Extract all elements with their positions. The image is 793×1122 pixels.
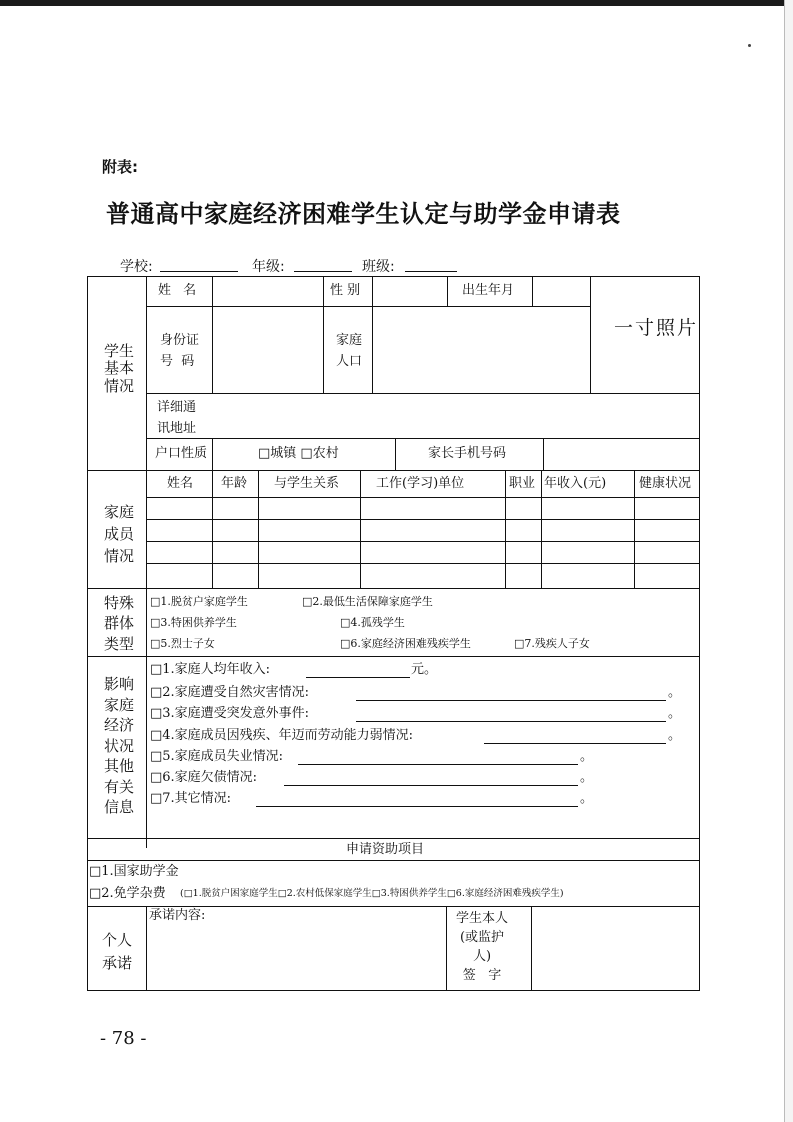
apply-section-title: 申请资助项目 xyxy=(346,842,425,857)
scan-right-edge xyxy=(784,0,793,1122)
scan-top-border xyxy=(0,0,793,6)
factor-7-field[interactable] xyxy=(256,806,578,807)
hukou-label: 户口性质 xyxy=(155,446,208,461)
family-col-health: 健康状况 xyxy=(639,476,692,491)
factor-4-period: 。 xyxy=(668,728,682,743)
factor-7[interactable]: □7.其它情况: xyxy=(150,791,232,806)
factor-6-field[interactable] xyxy=(284,785,578,786)
section-special-label: 特殊 群体 类型 xyxy=(104,594,135,653)
parent-phone-label: 家长手机号码 xyxy=(428,446,507,461)
signature-label: 学生本人 (或监护 人) 签 字 xyxy=(456,911,509,983)
factor-1-unit: 元。 xyxy=(411,662,438,677)
school-label: 学校: xyxy=(120,259,153,275)
name-label: 姓 名 xyxy=(158,283,201,298)
section-factors-label: 影响 家庭 经济 状况 其他 有关 信息 xyxy=(104,675,135,817)
apply-item-2-detail[interactable]: (□1.脱贫户困家庭学生□2.农村低保家庭学生□3.特困供养学生□6.家庭经济困难残疾学生) xyxy=(180,888,564,899)
household-label: 家庭 人口 xyxy=(336,333,363,369)
form-title: 普通高中家庭经济困难学生认定与助学金申请表 xyxy=(106,200,621,228)
grade-label: 年级: xyxy=(252,259,285,275)
attachment-label: 附表: xyxy=(102,158,138,176)
gender-label: 性 别 xyxy=(330,283,361,298)
page-number: - 78 - xyxy=(100,1028,147,1049)
section-commit-label: 个人 承诺 xyxy=(102,931,133,972)
special-option-6[interactable]: □6.家庭经济困难残疾学生 xyxy=(340,637,471,650)
section-divider xyxy=(146,276,147,848)
factor-3-field[interactable] xyxy=(356,721,666,722)
factor-2[interactable]: □2.家庭遭受自然灾害情况: xyxy=(150,685,310,700)
factor-6-period: 。 xyxy=(580,770,594,785)
special-option-5[interactable]: □5.烈士子女 xyxy=(150,637,215,650)
special-option-3[interactable]: □3.特困供养学生 xyxy=(150,616,237,629)
form-table xyxy=(87,276,700,991)
hukou-options[interactable]: □城镇 □农村 xyxy=(258,446,339,461)
class-field[interactable] xyxy=(405,271,457,272)
factor-1[interactable]: □1.家庭人均年收入: xyxy=(150,662,271,677)
grade-field[interactable] xyxy=(294,271,352,272)
id-number-label: 身份证 号 码 xyxy=(160,333,200,369)
factor-3[interactable]: □3.家庭遭受突发意外事件: xyxy=(150,706,310,721)
apply-item-1[interactable]: □1.国家助学金 xyxy=(89,864,179,879)
birth-label: 出生年月 xyxy=(462,283,515,298)
commit-content-label: 承诺内容: xyxy=(149,908,206,923)
factor-5-field[interactable] xyxy=(298,764,578,765)
factor-2-period: 。 xyxy=(668,685,682,700)
family-col-occupation: 职业 xyxy=(509,476,536,491)
special-option-2[interactable]: □2.最低生活保障家庭学生 xyxy=(302,595,433,608)
factor-5-period: 。 xyxy=(580,749,594,764)
factor-7-period: 。 xyxy=(580,791,594,806)
family-col-age: 年龄 xyxy=(221,476,248,491)
photo-label: 一寸照片 xyxy=(614,317,699,339)
special-option-1[interactable]: □1.脱贫户家庭学生 xyxy=(150,595,248,608)
factor-4[interactable]: □4.家庭成员因残疾、年迈而劳动能力弱情况: xyxy=(150,728,414,743)
signature-field[interactable] xyxy=(536,912,696,984)
family-col-income: 年收入(元) xyxy=(544,476,607,491)
family-col-name: 姓名 xyxy=(167,476,194,491)
address-label: 详细通 讯地址 xyxy=(157,400,197,436)
factor-4-field[interactable] xyxy=(484,743,666,744)
factor-3-period: 。 xyxy=(668,706,682,721)
factor-2-field[interactable] xyxy=(356,700,666,701)
special-option-7[interactable]: □7.残疾人子女 xyxy=(514,637,590,650)
family-col-workplace: 工作(学习)单位 xyxy=(376,476,465,491)
scan-speck xyxy=(748,44,751,47)
class-label: 班级: xyxy=(362,259,395,275)
family-col-relation: 与学生关系 xyxy=(274,476,340,491)
section-basic-label: 学生 基本 情况 xyxy=(104,342,135,395)
section-family-label: 家庭 成员 情况 xyxy=(104,503,135,565)
apply-item-2[interactable]: □2.免学杂费 xyxy=(89,886,166,901)
factor-6[interactable]: □6.家庭欠债情况: xyxy=(150,770,258,785)
factor-5[interactable]: □5.家庭成员失业情况: xyxy=(150,749,284,764)
special-option-4[interactable]: □4.孤残学生 xyxy=(340,616,405,629)
factor-1-field[interactable] xyxy=(306,677,410,678)
school-field[interactable] xyxy=(160,271,238,272)
